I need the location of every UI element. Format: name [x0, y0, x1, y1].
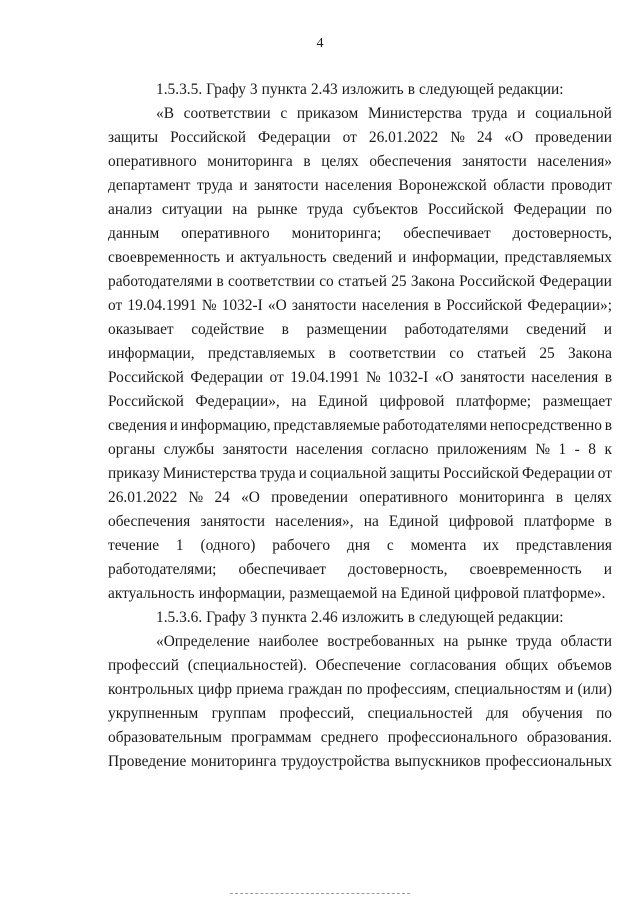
text-line: работодателями в соответствии со статьей 25 Закона Российской Федерации [108, 273, 612, 290]
text-line: образовательным программам среднего профессионального образования. [108, 729, 612, 746]
text-line: Российской Федерации от 19.04.1991 № 1032-I «О занятости населения в [108, 369, 612, 386]
text-line: 26.01.2022 № 24 «О проведении оперативного мониторинга в целях [108, 489, 612, 506]
text-line: течение 1 (одного) рабочего дня с момента их представления [108, 537, 612, 554]
text-line: актуальность информации, размещаемой на Единой цифровой платформе». [108, 585, 606, 602]
text-line: работодателями; обеспечивает достоверность, своевременность и [108, 561, 612, 578]
text-line: «В соответствии с приказом Министерства труда и социальной [156, 105, 612, 122]
text-line: 1.5.3.6. Графу 3 пункта 2.46 изложить в следующей редакции: [156, 609, 564, 626]
text-line: данным оперативного мониторинга; обеспечивает достоверность, [108, 225, 612, 242]
document-body [108, 78, 612, 774]
text-line: Российской Федерации», на Единой цифровой платформе; размещает [108, 393, 612, 410]
text-line: своевременность и актуальность сведений и информации, представляемых [108, 249, 612, 266]
text-line: обеспечения занятости населения», на Единой цифровой платформе в [108, 513, 612, 530]
text-line: укрупненным группам профессий, специальностей для обучения по [108, 705, 612, 722]
text-line: 1.5.3.5. Графу 3 пункта 2.43 изложить в следующей редакции: [156, 81, 564, 98]
text-line: от 19.04.1991 № 1032-I «О занятости населения в Российской Федерации»; [108, 297, 612, 314]
text-line: защиты Российской Федерации от 26.01.2022 № 24 «О проведении [108, 129, 612, 146]
text-line: контрольных цифр приема граждан по профессиям, специальностям и (или) [108, 681, 612, 698]
text-line: анализ ситуации на рынке труда субъектов Российской Федерации по [108, 201, 612, 218]
text-line: профессий (специальностей). Обеспечение согласования общих объемов [108, 657, 612, 674]
text-line: оказывает содействие в размещении работодателями сведений и [108, 321, 612, 338]
page-number: 4 [316, 36, 324, 51]
text-line: информации, представляемых в соответствии со статьей 25 Закона [108, 345, 612, 362]
text-line: Проведение мониторинга трудоустройства выпускников профессиональных [108, 753, 612, 770]
text-line: оперативного мониторинга в целях обеспечения занятости населения» [108, 153, 612, 170]
text-line: «Определение наиболее востребованных на рынке труда области [156, 633, 612, 650]
text-line: департамент труда и занятости населения Воронежской области проводит [108, 177, 612, 194]
footer-rule [230, 893, 410, 894]
text-line: сведения и информацию, представляемые работодателями непосредственно в [108, 417, 612, 434]
text-line: органы службы занятости населения согласно приложениям № 1 - 8 к [108, 441, 612, 458]
text-line: приказу Министерства труда и социальной защиты Российской Федерации от [108, 465, 612, 482]
